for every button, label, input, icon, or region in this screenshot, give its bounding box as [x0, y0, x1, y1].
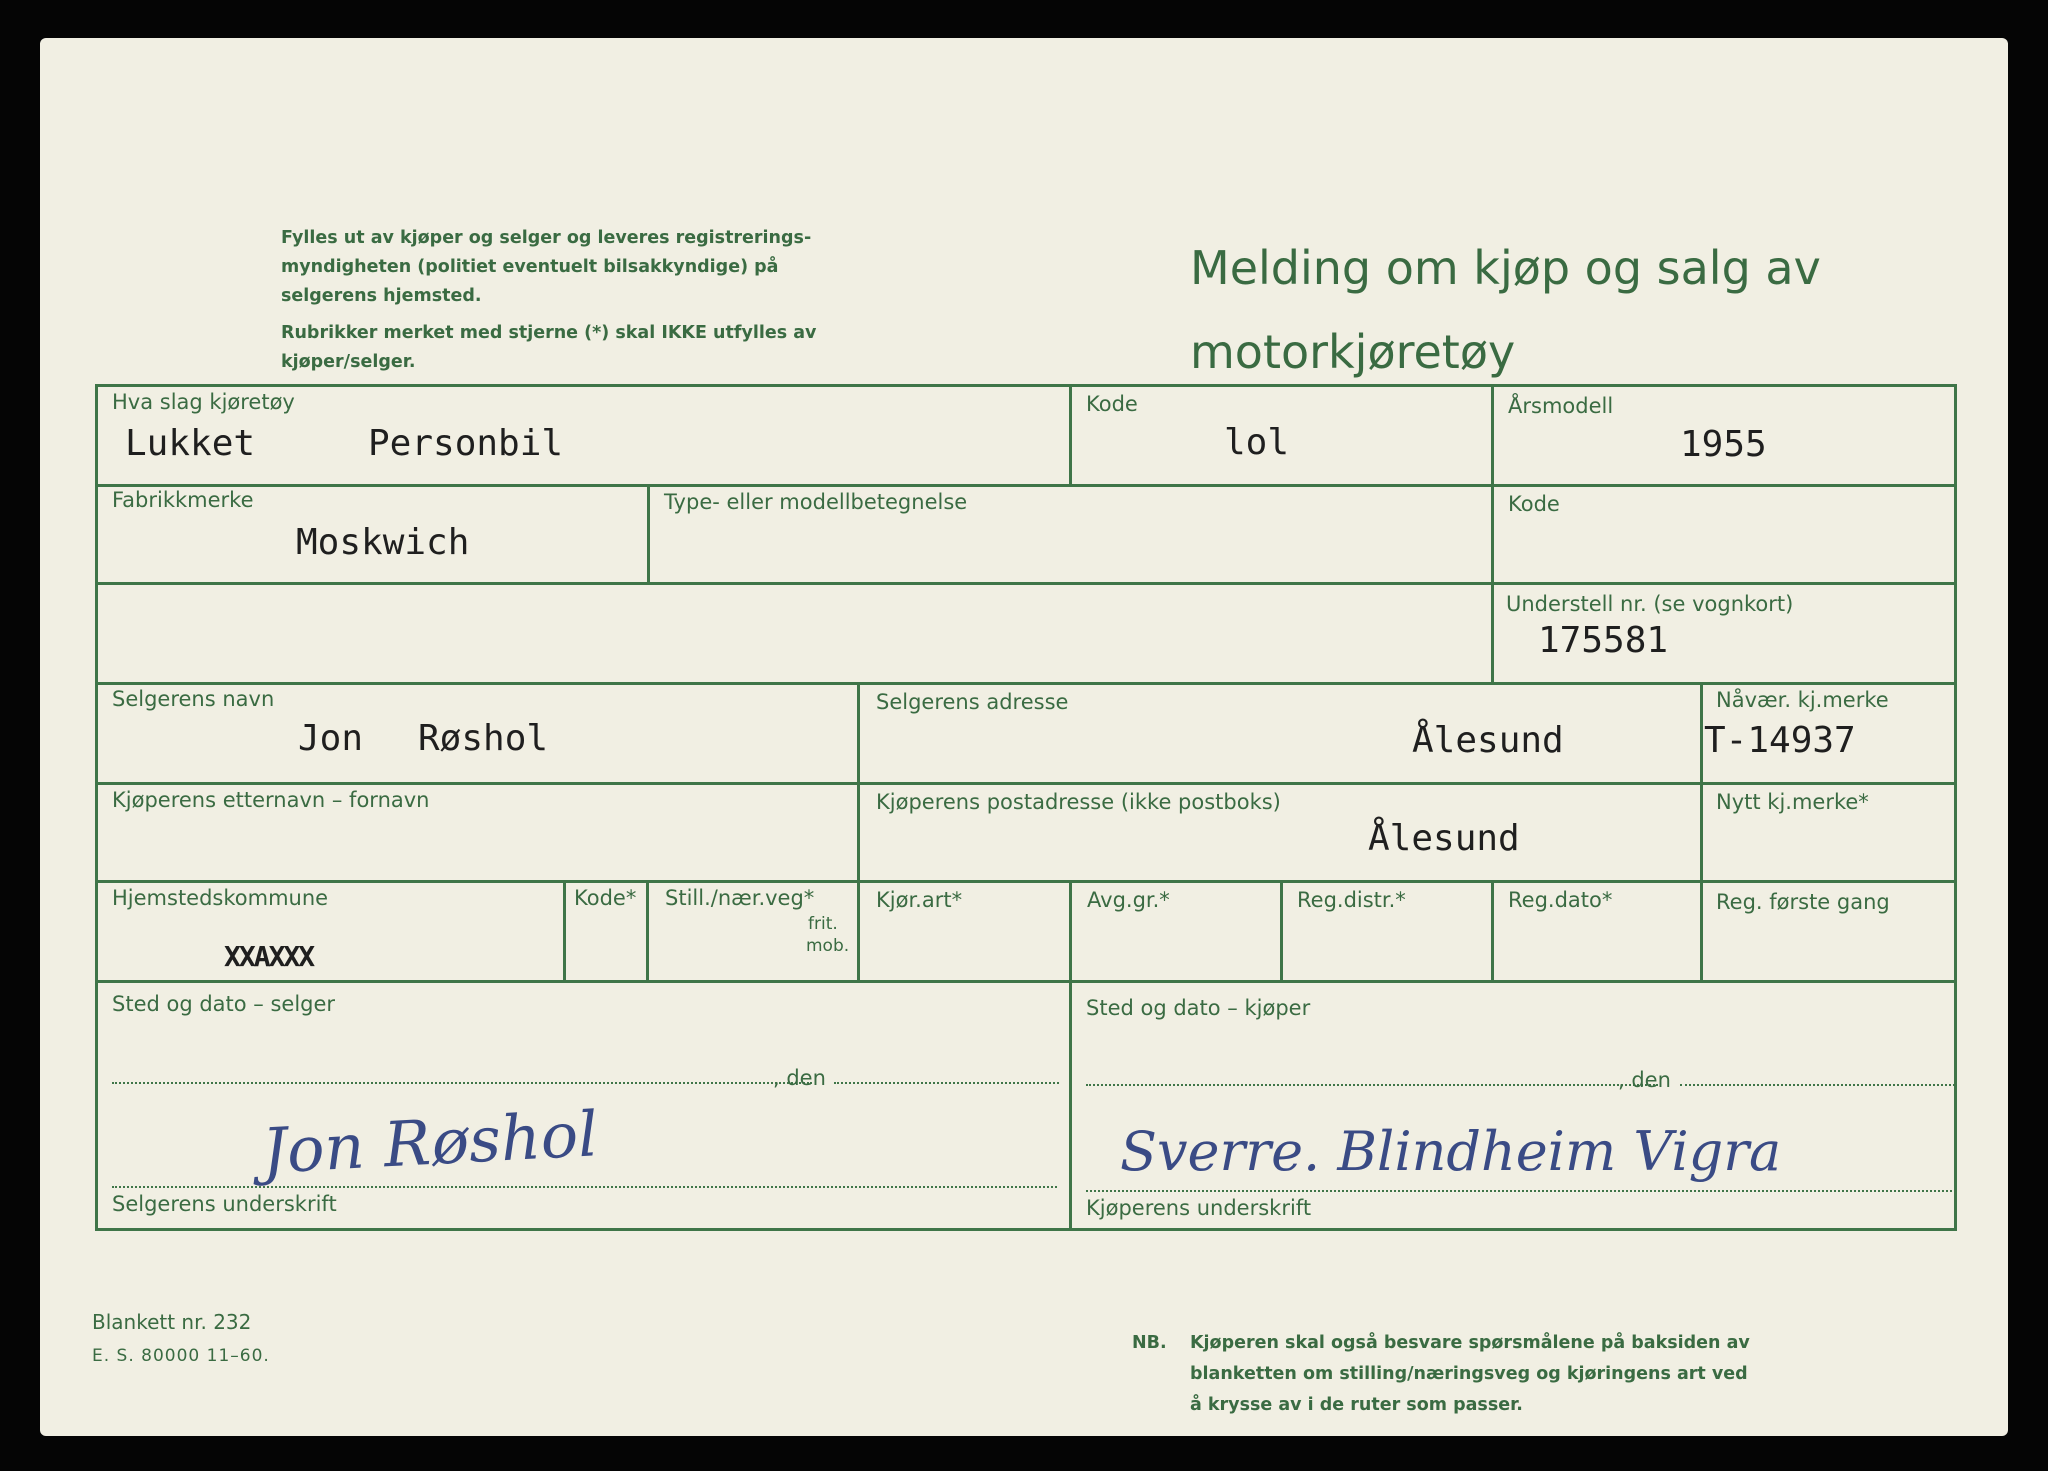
buyer-address-label: Kjøperens postadresse (ikke postboks) [876, 790, 1281, 814]
seller-signature-line [112, 1186, 1057, 1188]
rule [95, 682, 1957, 685]
buyer-name-label: Kjøperens etternavn – fornavn [112, 788, 430, 812]
rule [1954, 384, 1957, 1231]
vehicle-type-value-b: Personbil [368, 423, 564, 464]
seller-address-value: Ålesund [1412, 720, 1564, 761]
buyer-address-value: Ålesund [1368, 818, 1520, 859]
rule [1700, 682, 1703, 980]
occupation-label: Still./nær.veg* [665, 886, 815, 910]
buyer-place-line [1086, 1084, 1658, 1086]
seller-last-name: Røshol [418, 718, 549, 759]
buyer-signature-line [1086, 1190, 1956, 1192]
nb-line-3: å krysse av i de ruter som passer. [1190, 1395, 1523, 1415]
print-code: E. S. 80000 11–60. [92, 1346, 270, 1366]
municipality-value: XXAXXX [224, 940, 314, 973]
make-label: Fabrikkmerke [112, 488, 254, 512]
rule [563, 882, 566, 980]
buyer-den-label: , den [1618, 1068, 1671, 1092]
rule [95, 484, 1957, 487]
reg-district-label: Reg.distr.* [1297, 888, 1406, 912]
rule [1491, 882, 1494, 980]
seller-place-line [112, 1082, 812, 1084]
make-value: Moskwich [296, 522, 470, 563]
rule [646, 882, 649, 980]
mob-label: mob. [806, 936, 850, 956]
place-date-buyer-label: Sted og dato – kjøper [1086, 996, 1311, 1020]
rule [95, 582, 1957, 585]
code-value: lol [1224, 422, 1290, 463]
rule [1069, 384, 1072, 484]
vehicle-type-value-a: Lukket [125, 423, 256, 464]
tax-group-label: Avg.gr.* [1087, 888, 1170, 912]
code2-label: Kode [1508, 492, 1560, 516]
model-label: Type- eller modellbetegnelse [664, 490, 968, 514]
rule [647, 484, 650, 582]
seller-address-label: Selgerens adresse [876, 690, 1069, 714]
current-plate-label: Nåvær. kj.merke [1716, 688, 1889, 712]
place-date-seller-label: Sted og dato – selger [112, 992, 336, 1016]
seller-den-label: , den [773, 1066, 826, 1090]
seller-first-name: Jon [298, 718, 364, 759]
new-plate-label: Nytt kj.merke* [1716, 790, 1869, 814]
model-year-label: Årsmodell [1508, 394, 1614, 418]
rule [857, 682, 860, 980]
chassis-value: 175581 [1538, 620, 1669, 661]
seller-name-label: Selgerens navn [112, 687, 275, 711]
instructions-para-1: Fylles ut av kjøper og selger og leveres registrerings-myndigheten (politiet eventuelt bilsakkyndige) på selgerens hjemsted. [281, 228, 812, 306]
code-label: Kode [1086, 392, 1138, 416]
instructions [281, 224, 861, 385]
nb-line-1: Kjøperen skal også besvare spørsmålene på baksiden av [1190, 1333, 1750, 1353]
nb-note [1132, 1328, 1750, 1421]
form-title [1190, 226, 1821, 394]
seller-signature: Jon Røshol [260, 1097, 600, 1188]
rule [1280, 882, 1283, 980]
rule [1491, 384, 1494, 682]
current-plate-value: T-14937 [1704, 720, 1856, 761]
seller-signature-label: Selgerens underskrift [112, 1192, 337, 1216]
rule [95, 384, 98, 1231]
rule [95, 880, 1957, 883]
vehicle-type-label: Hva slag kjøretøy [112, 390, 295, 414]
model-year-value: 1955 [1680, 424, 1767, 465]
seller-date-line [834, 1082, 1059, 1084]
form-paper [40, 38, 2008, 1436]
rule [95, 1228, 1957, 1231]
municipality-label: Hjemstedskommune [112, 886, 329, 910]
reg-date-label: Reg.dato* [1508, 888, 1613, 912]
buyer-date-line [1680, 1084, 1955, 1086]
chassis-label: Understell nr. (se vognkort) [1506, 592, 1794, 616]
form-number: Blankett nr. 232 [92, 1310, 252, 1334]
frit-label: frit. [808, 914, 838, 934]
rule [1069, 882, 1072, 1228]
nb-key: NB. [1132, 1333, 1167, 1353]
instructions-para-2: Rubrikker merket med stjerne (*) skal IKKE utfylles av kjøper/selger. [281, 323, 817, 372]
rule [95, 782, 1957, 785]
buyer-signature-label: Kjøperens underskrift [1086, 1196, 1312, 1220]
code3-label: Kode* [574, 886, 637, 910]
nb-line-2: blanketten om stilling/næringsveg og kjøringens art ved [1190, 1364, 1748, 1384]
first-reg-label: Reg. første gang [1716, 890, 1890, 914]
driving-type-label: Kjør.art* [876, 888, 963, 912]
rule [95, 384, 1957, 387]
rule [95, 980, 1957, 983]
form-title-line-1: Melding om kjøp og salg av [1190, 241, 1821, 295]
buyer-signature: Sverre. Blindheim Vigra [1120, 1120, 1782, 1183]
form-title-line-2: motorkjøretøy [1190, 325, 1516, 379]
